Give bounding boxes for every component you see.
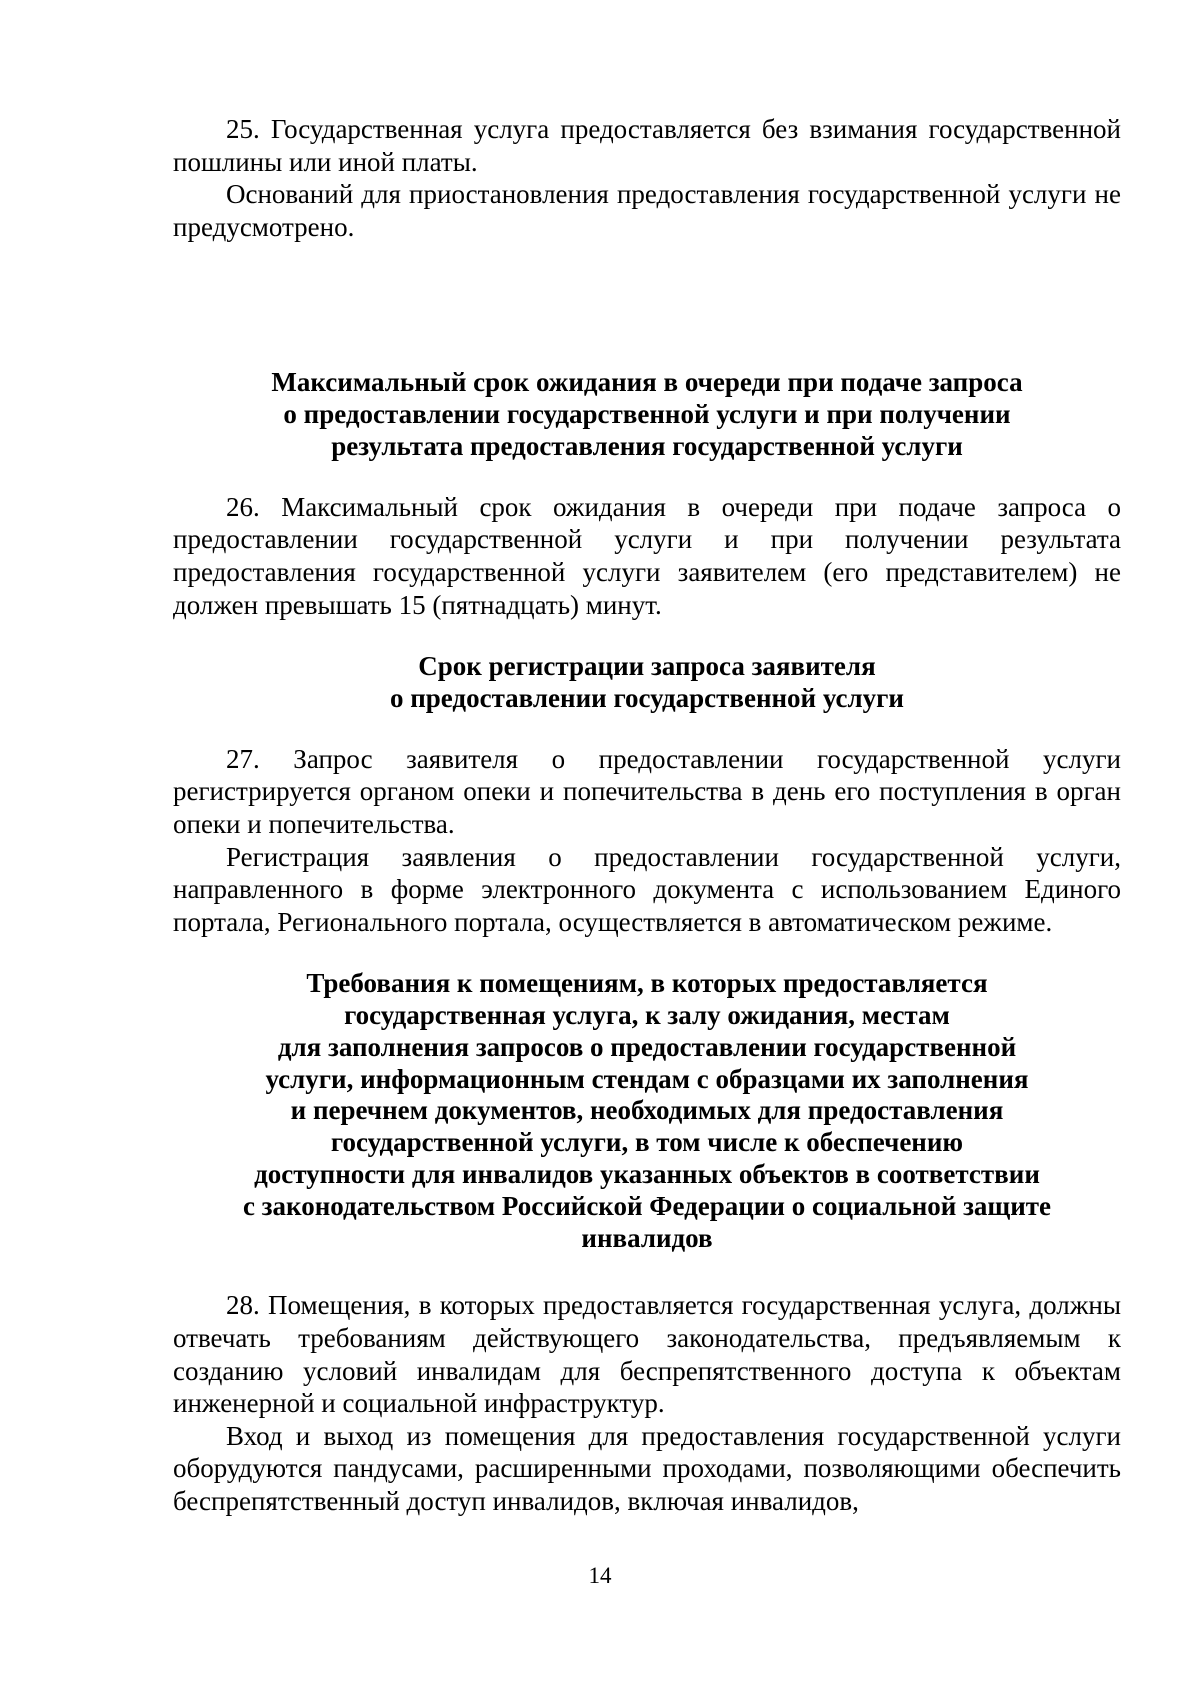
heading-line: для заполнения запросов о предоставлении государственной [277,1031,1017,1062]
heading-line: с законодательством Российской Федерации о социальной защите [242,1190,1052,1221]
heading-line: о предоставлении государственной услуги и при получении [283,399,1011,430]
heading-line: государственной услуги, в том числе к обеспечению [330,1127,964,1158]
paragraph-26: 26. Максимальный срок ожидания в очереди при подаче запроса о предоставлении государственной услуги и при получении результата предоставления государственной услуги заявителем (его представителем) не должен превышать 15 (пятнадцать) минут. [173,491,1121,620]
heading-line: Максимальный срок ожидания в очереди при подаче запроса [271,367,1023,398]
paragraph-25-continuation: Оснований для приостановления предоставления государственной услуги не предусмотрено. [173,179,1121,242]
paragraph-28: 28. Помещения, в которых предоставляется государственная услуга, должны отвечать требованиям действующего законодательства, предъявляемым к созданию условий инвалидам для беспрепятственного доступа к объектам инженерной и социальной инфраструктур. [173,1290,1121,1419]
heading-line: о предоставлении государственной услуги [389,682,904,713]
paragraph-27-continuation: Регистрация заявления о предоставлении государственной услуги, направленного в форме электронного документа с использованием Единого портала, Регионального портала, осуществляется в автоматическом режиме. [173,841,1121,937]
heading-line: результата предоставления государственной услуги [331,430,963,461]
heading-line: услуги, информационным стендам с образцами их заполнения [265,1063,1029,1094]
section-heading-registration-term [173,651,1121,715]
heading-line: и перечнем документов, необходимых для предоставления [290,1095,1004,1126]
paragraph-28-continuation: Вход и выход из помещения для предоставления государственной услуги оборудуются пандусами, расширенными проходами, позволяющими обеспечить беспрепятственный доступ инвалидов, включая инвалидов, [173,1420,1121,1517]
spacer [173,463,1121,491]
heading-line: доступности для инвалидов указанных объектов в соответствии [254,1159,1040,1190]
heading-line: Требования к помещениям, в которых предоставляется [306,968,988,999]
paragraph-25: 25. Государственная услуга предоставляется без взимания государственной пошлины или иной платы. [173,114,1121,177]
spacer [173,1254,1121,1289]
spacer [173,938,1121,968]
spacer [173,715,1121,743]
page-number: 14 [588,1563,612,1588]
heading-line: инвалидов [581,1222,713,1253]
spacer [173,621,1121,651]
heading-line: государственная услуга, к залу ожидания, местам [344,1000,950,1031]
heading-line: Срок регистрации запроса заявителя [418,651,876,682]
document-body [173,113,1121,1518]
paragraph-27: 27. Запрос заявителя о предоставлении государственной услуги регистрируется органом опеки и попечительства в день его поступления в орган опеки и попечительства. [173,743,1121,839]
section-heading-premises-requirements [173,968,1121,1254]
section-heading-queue-wait-time [173,367,1121,462]
spacer [173,243,1121,367]
